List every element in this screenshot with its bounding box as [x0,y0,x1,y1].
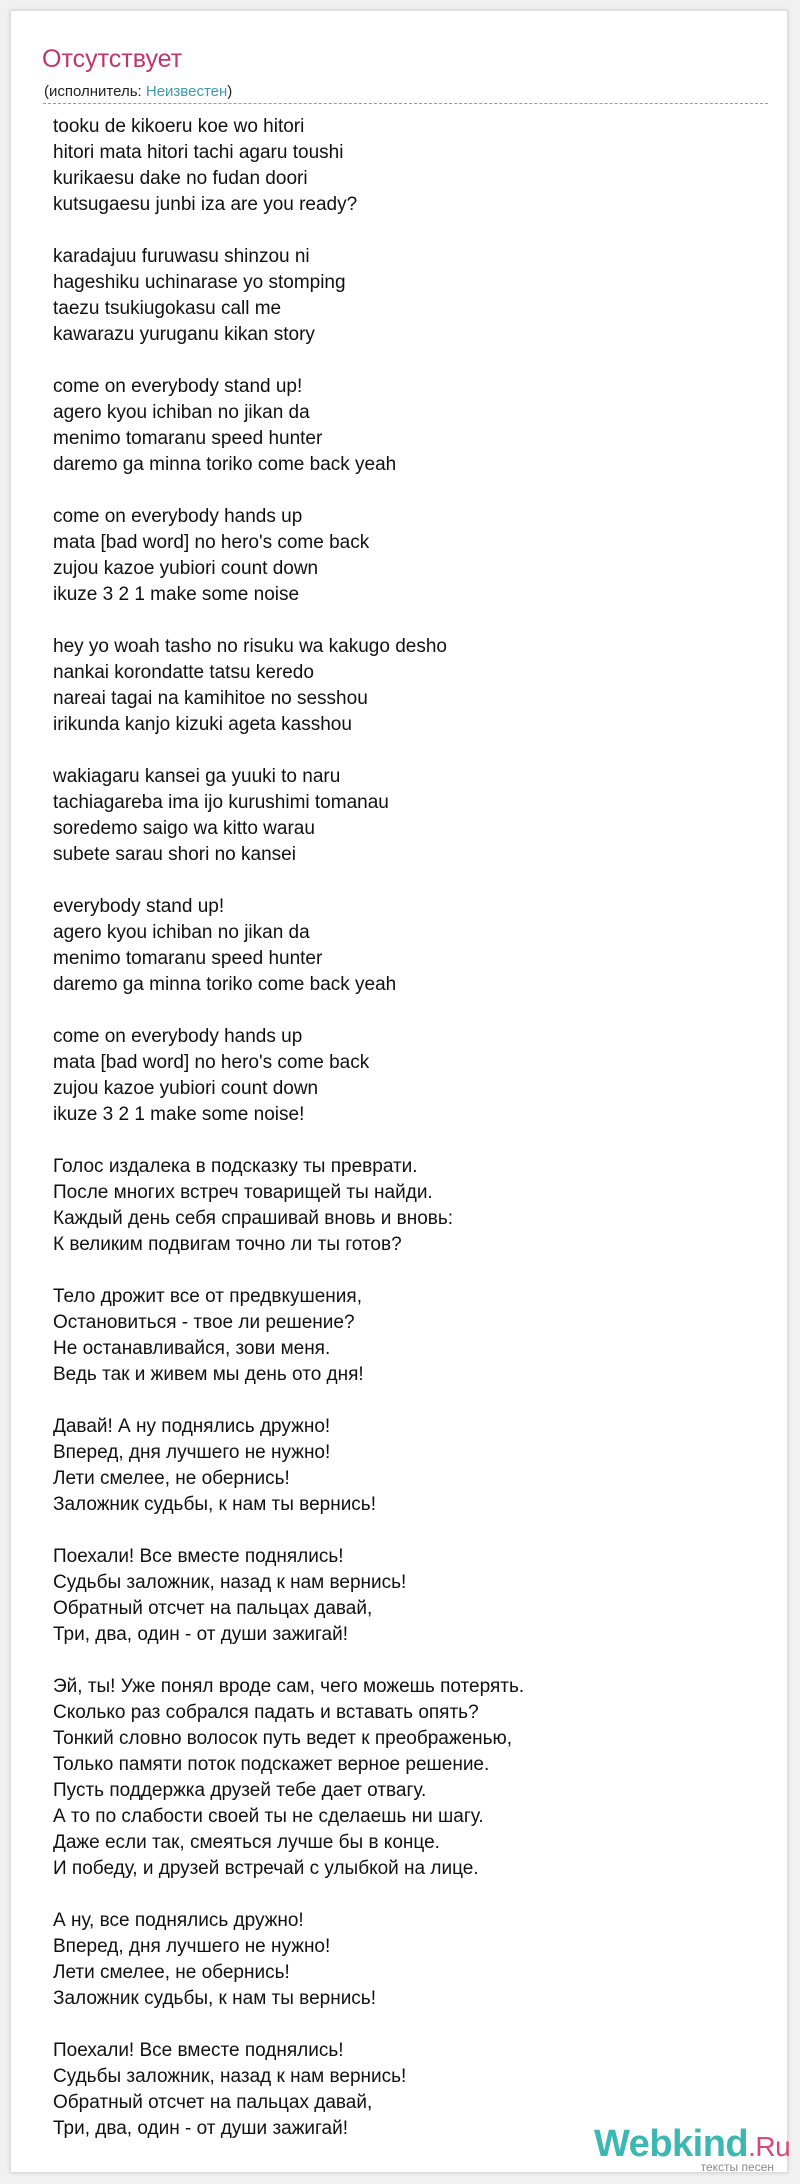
lyric-line: Судьбы заложник, назад к нам вернись! [53,1572,407,1593]
lyric-line: irikunda kanjo kizuki ageta kasshou [53,714,352,735]
lyric-line: kawarazu yuruganu kikan story [53,324,315,345]
lyric-line: taezu tsukiugokasu call me [53,298,282,319]
lyric-line: Заложник судьбы, к нам ты вернись! [53,1494,376,1515]
lyric-line: Не останавливайся, зови меня. [53,1338,331,1359]
lyric-line: Поехали! Все вместе поднялись! [53,1546,344,1567]
lyric-line: К великим подвигам точно ли ты готов? [53,1234,402,1255]
lyric-line: Поехали! Все вместе поднялись! [53,2040,344,2061]
lyric-line: Обратный отсчет на пальцах давай, [53,1598,373,1619]
lyric-line: menimo tomaranu speed hunter [53,948,323,969]
artist-link[interactable]: Неизвестен [145,83,228,100]
lyric-line: Три, два, один - от души зажигай! [53,2118,349,2139]
lyric-line: Тело дрожит все от предвкушения, [53,1286,362,1307]
lyric-line: Лети смелее, не обернись! [53,1468,290,1489]
lyric-line: kurikaesu dake no fudan doori [53,168,308,189]
lyrics-stanza [53,1414,753,1518]
lyric-line: mata [bad word] no hero's come back [53,532,370,553]
lyric-line: mata [bad word] no hero's come back [53,1052,370,1073]
artist-line [44,83,232,101]
page-frame [10,10,791,2174]
lyric-line: hitori mata hitori tachi agaru toushi [53,142,344,163]
lyrics-stanza [53,894,753,998]
lyric-line: come on everybody hands up [53,1026,303,1047]
lyrics-stanza [53,1908,753,2012]
lyric-line: Голос издалека в подсказку ты преврати. [53,1156,418,1177]
lyric-line: hageshiku uchinarase yo stomping [53,272,346,293]
lyric-line: Эй, ты! Уже понял вроде сам, чего можешь потерять. [53,1676,525,1697]
lyric-line: Остановиться - твое ли решение? [53,1312,355,1333]
lyric-line: zujou kazoe yubiori count down [53,1078,319,1099]
lyric-line: И победу, и друзей встречай с улыбкой на лице. [53,1858,479,1879]
lyric-line: come on everybody stand up! [53,376,303,397]
lyric-line: Тонкий словно волосок путь ведет к преображенью, [53,1728,513,1749]
lyric-line: Только памяти поток подскажет верное решение. [53,1754,490,1775]
lyric-line: Вперед, дня лучшего не нужно! [53,1936,331,1957]
lyric-line: tachiagareba ima ijo kurushimi tomanau [53,792,389,813]
lyric-line: Лети смелее, не обернись! [53,1962,290,1983]
lyrics-stanza [53,1154,753,1258]
lyrics-stanza [53,114,753,218]
logo-tagline: тексты песен [700,2160,774,2174]
lyric-line: kutsugaesu junbi iza are you ready? [53,194,358,215]
lyrics-stanza [53,1024,753,1128]
lyrics-stanza [53,1544,753,1648]
lyrics-stanza [53,764,753,868]
lyric-line: zujou kazoe yubiori count down [53,558,319,579]
lyric-line: agero kyou ichiban no jikan da [53,922,310,943]
lyric-line: everybody stand up! [53,896,225,917]
lyric-line: tooku de kikoeru koe wo hitori [53,116,305,137]
lyrics-stanza [53,374,753,478]
logo-name: Webkind [594,2123,749,2165]
lyric-line: Давай! А ну поднялись дружно! [53,1416,331,1437]
lyric-line: agero kyou ichiban no jikan da [53,402,310,423]
lyric-line: Ведь так и живем мы день ото дня! [53,1364,364,1385]
webkind-logo[interactable] [594,2123,791,2176]
artist-suffix: ) [227,83,233,100]
lyric-line: А то по слабости своей ты не сделаешь ни шагу. [53,1806,484,1827]
lyric-line: daremo ga minna toriko come back yeah [53,454,397,475]
lyric-line: ikuze 3 2 1 make some noise! [53,1104,305,1125]
lyrics-stanza [53,1284,753,1388]
lyric-line: nareai tagai na kamihitoe no sesshou [53,688,368,709]
lyrics-text [53,114,753,2168]
lyric-line: karadajuu furuwasu shinzou ni [53,246,310,267]
lyric-line: Обратный отсчет на пальцах давай, [53,2092,373,2113]
lyric-line: Заложник судьбы, к нам ты вернись! [53,1988,376,2009]
lyrics-stanza [53,634,753,738]
lyric-line: Пусть поддержка друзей тебе дает отвагу. [53,1780,427,1801]
lyric-line: menimo tomaranu speed hunter [53,428,323,449]
lyric-line: daremo ga minna toriko come back yeah [53,974,397,995]
lyric-line: soredemo saigo wa kitto warau [53,818,315,839]
header-divider [43,103,768,104]
lyric-line: Сколько раз собрался падать и вставать опять? [53,1702,479,1723]
lyric-line: subete sarau shori no kansei [53,844,296,865]
lyrics-stanza [53,1674,753,1882]
lyric-line: come on everybody hands up [53,506,303,527]
logo-tld: .Ru [748,2131,791,2162]
lyrics-stanza [53,504,753,608]
lyric-line: nankai korondatte tatsu keredo [53,662,314,683]
lyric-line: Три, два, один - от души зажигай! [53,1624,349,1645]
lyrics-stanza [53,244,753,348]
lyric-line: А ну, все поднялись дружно! [53,1910,304,1931]
lyric-line: Каждый день себя спрашивай вновь и вновь: [53,1208,454,1229]
lyric-line: Судьбы заложник, назад к нам вернись! [53,2066,407,2087]
lyric-line: После многих встреч товарищей ты найди. [53,1182,433,1203]
lyric-line: Вперед, дня лучшего не нужно! [53,1442,331,1463]
lyric-line: hey yo woah tasho no risuku wa kakugo desho [53,636,447,657]
lyric-line: wakiagaru kansei ga yuuki to naru [53,766,341,787]
song-title: Отсутствует [42,45,183,73]
lyric-line: ikuze 3 2 1 make some noise [53,584,300,605]
artist-prefix: (исполнитель: [44,83,146,100]
lyric-line: Даже если так, смеяться лучше бы в конце. [53,1832,440,1853]
